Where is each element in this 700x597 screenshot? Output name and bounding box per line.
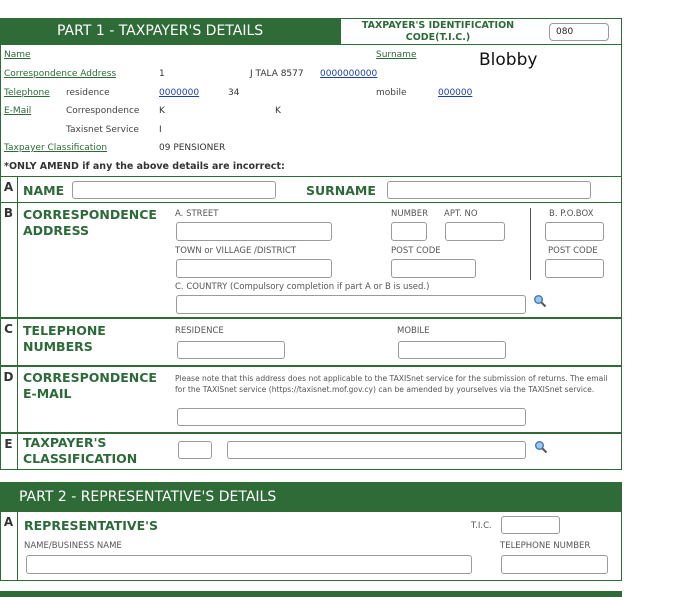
- representative-name-input[interactable]: [26, 555, 472, 574]
- section-c-title: TELEPHONE NUMBERS: [23, 323, 106, 354]
- representative-phone-label: TELEPHONE NUMBER: [500, 541, 591, 551]
- correspondence-phone-value[interactable]: 0000000000: [320, 69, 378, 79]
- amend-note: *ONLY AMEND if any the above details are incorrect:: [4, 161, 285, 172]
- email-note: Please note that this address does not applicable to the TAXISnet service for the submission of returns. The email for the TAXISnet service (https://taxisnet.mof.gov.cy) can be amended by yourselves via the TAXISnet service.: [175, 374, 608, 394]
- number-input[interactable]: [391, 222, 427, 241]
- country-label: C. COUNTRY (Compulsory completion if part A or B is used.): [175, 282, 430, 292]
- part2-header: [0, 482, 622, 512]
- residence-phone-extra: 34: [228, 88, 240, 98]
- section-e-title: TAXPAYER'S CLASSIFICATION: [23, 435, 138, 466]
- tic-label: TAXPAYER'S IDENTIFICATION CODE(T.I.C.): [361, 20, 515, 43]
- classification-link[interactable]: Taxpayer Classification: [4, 143, 108, 153]
- section-a-surname-label: SURNAME: [306, 183, 376, 198]
- residence-phone-label: RESIDENCE: [175, 326, 224, 336]
- classification-search-icon[interactable]: [534, 440, 548, 454]
- section-e-letter: E: [0, 434, 18, 469]
- mobile-phone-value[interactable]: 000000: [438, 88, 473, 98]
- footer-bar: [0, 591, 622, 597]
- overlay-name-text: Blobby: [479, 50, 538, 70]
- pobox-input[interactable]: [545, 222, 604, 241]
- postcode-label: POST CODE: [391, 246, 441, 256]
- town-label: TOWN or VILLAGE /DISTRICT: [175, 246, 297, 256]
- representative-tic-input[interactable]: [501, 516, 560, 534]
- street-input[interactable]: [176, 222, 332, 241]
- section-a-letter: A: [0, 177, 18, 202]
- mobile-label: mobile: [376, 88, 407, 98]
- representative-title: REPRESENTATIVE'S: [24, 518, 158, 533]
- email-taxisnet-label: Taxisnet Service: [66, 125, 139, 135]
- page-gutter: [622, 0, 700, 597]
- email-input[interactable]: [177, 408, 526, 426]
- street-label: A. STREET: [175, 209, 219, 219]
- representative-name-label: NAME/BUSINESS NAME: [24, 541, 122, 551]
- part1-header: [0, 18, 340, 45]
- correspondence-address-value: J TALA 8577: [250, 69, 304, 79]
- section-d-title: CORRESPONDENCE E-MAIL: [23, 370, 157, 401]
- name-input[interactable]: [72, 181, 276, 199]
- correspondence-redacted-dot: 1: [159, 69, 165, 79]
- representative-phone-input[interactable]: [501, 555, 608, 574]
- town-input[interactable]: [176, 259, 332, 278]
- email-correspondence-label: Correspondence: [66, 106, 140, 116]
- pobox-postcode-label: POST CODE: [548, 246, 598, 256]
- part2-title: PART 2 - REPRESENTATIVE'S DETAILS: [19, 489, 277, 505]
- pobox-postcode-input[interactable]: [545, 259, 604, 278]
- section-b-title: CORRESPONDENCE ADDRESS: [23, 207, 157, 238]
- section-b-letter: B: [0, 203, 18, 317]
- email-correspondence-redacted: K: [159, 106, 165, 116]
- classification-code-input[interactable]: [178, 441, 212, 459]
- surname-input[interactable]: [387, 181, 591, 199]
- postcode-input[interactable]: [391, 259, 476, 278]
- correspondence-address-link[interactable]: Correspondence Address: [4, 69, 117, 79]
- pobox-divider: [530, 208, 531, 280]
- country-input[interactable]: [176, 295, 526, 314]
- telephone-link[interactable]: Telephone: [4, 88, 50, 98]
- residence-phone-value[interactable]: 0000000: [159, 88, 200, 98]
- section-c-letter: C: [0, 319, 18, 365]
- residence-label: residence: [66, 88, 110, 98]
- mobile-phone-input[interactable]: [398, 341, 506, 359]
- part2-section-a-letter: A: [0, 512, 18, 580]
- email-correspondence-redacted-end: K: [275, 106, 281, 116]
- section-a-name-label: NAME: [23, 183, 65, 198]
- pobox-label: B. P.O.BOX: [549, 209, 594, 219]
- residence-phone-input[interactable]: [177, 341, 285, 359]
- apt-input[interactable]: [445, 222, 505, 241]
- country-search-icon[interactable]: [533, 294, 547, 308]
- email-taxisnet-redacted: I: [159, 125, 162, 135]
- number-label: NUMBER: [391, 209, 429, 219]
- tic-field[interactable]: 080: [549, 23, 609, 41]
- classification-value: 09 PENSIONER: [159, 143, 226, 153]
- section-d-letter: D: [0, 367, 18, 432]
- surname-link[interactable]: Surname: [376, 50, 417, 60]
- part1-title: PART 1 - TAXPAYER'S DETAILS: [57, 23, 264, 39]
- mobile-phone-label: MOBILE: [397, 326, 430, 336]
- representative-tic-label: T.I.C.: [471, 521, 492, 531]
- classification-desc-input[interactable]: [227, 441, 526, 459]
- name-link[interactable]: Name: [4, 50, 31, 60]
- email-link[interactable]: E-Mail: [4, 106, 32, 116]
- apt-label: APT. NO: [444, 209, 478, 219]
